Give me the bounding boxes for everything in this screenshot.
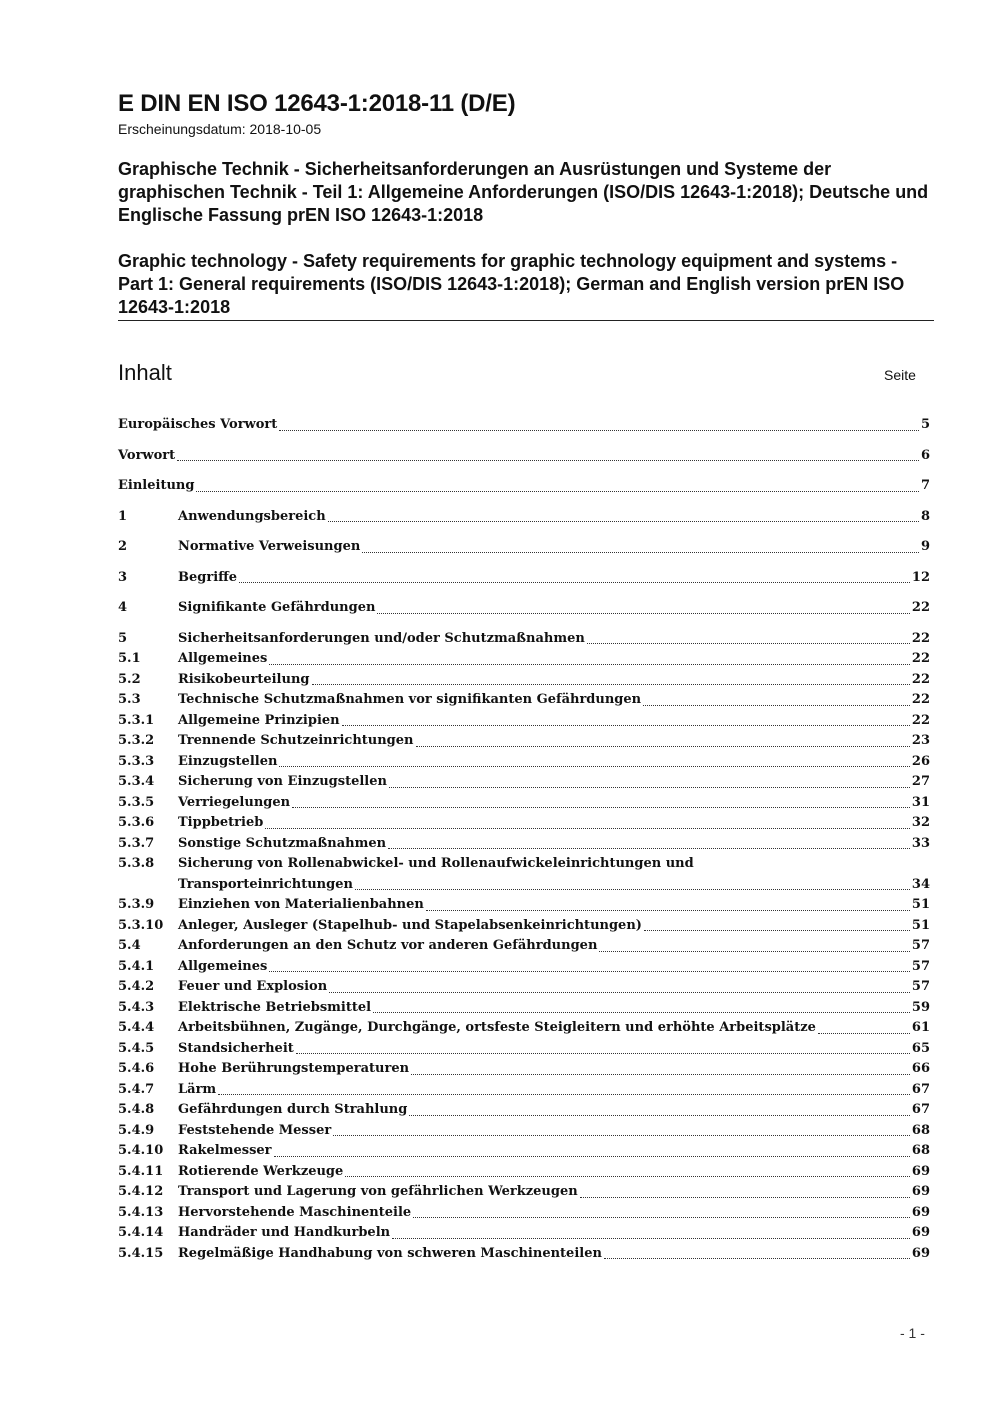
toc-entry[interactable]	[118, 1244, 930, 1265]
toc-entry-number: 5.3.3	[118, 753, 155, 769]
toc-dot-leader	[644, 929, 910, 931]
toc-entry-label: Begriffe	[178, 569, 238, 585]
toc-entry-number: 5.1	[118, 651, 141, 666]
toc-entry-page: 27	[911, 774, 930, 789]
toc-dot-leader	[218, 1093, 910, 1095]
toc-entry-label: Allgemeine Prinzipien	[178, 712, 340, 728]
toc-dot-leader	[416, 745, 910, 747]
toc-entry[interactable]	[118, 507, 930, 528]
toc-entry-page: 22	[911, 630, 930, 646]
toc-dot-leader	[328, 520, 919, 522]
toc-entry-label: Normative Verweisungen	[178, 539, 361, 554]
toc-entry-page: 59	[911, 999, 930, 1015]
toc-entry-page: 8	[920, 508, 930, 524]
toc-entry-number: 5.4.12	[118, 1184, 164, 1199]
page-number-footer: - 1 -	[900, 1325, 925, 1341]
toc-entry-label: Feststehende Messer	[178, 1122, 332, 1138]
toc-entry-number: 5.4.3	[118, 999, 155, 1015]
toc-entry-label: Handräder und Handkurbeln	[178, 1225, 391, 1240]
toc-entry-label: Hervorstehende Maschinenteile	[178, 1204, 412, 1220]
toc-entry[interactable]	[118, 854, 930, 875]
toc-entry[interactable]	[118, 957, 930, 978]
toc-entry[interactable]	[118, 629, 930, 650]
toc-entry[interactable]	[118, 731, 930, 752]
toc-entry-page: 65	[911, 1040, 930, 1056]
toc-entry[interactable]	[118, 875, 930, 896]
toc-dot-leader	[177, 459, 919, 461]
toc-entry-number: 5.3.7	[118, 835, 155, 851]
toc-entry[interactable]	[118, 1039, 930, 1060]
toc-dot-leader	[355, 888, 910, 890]
toc-entry-page: 69	[911, 1163, 930, 1179]
toc-entry-page: 32	[911, 815, 930, 830]
toc-entry-label: Einziehen von Materialienbahnen	[178, 897, 424, 912]
toc-entry-number: 5.3.1	[118, 712, 155, 728]
toc-entry-page: 33	[911, 835, 930, 851]
toc-dot-leader	[239, 581, 910, 583]
toc-dot-leader	[413, 1216, 910, 1218]
toc-entry-page: 57	[911, 938, 930, 953]
toc-entry-page: 69	[911, 1245, 930, 1261]
toc-entry-number: 5.3.6	[118, 815, 155, 830]
toc-entry-label: Technische Schutzmaßnahmen vor signifikanten Gefährdungen	[178, 692, 642, 707]
toc-entry-page: 68	[911, 1143, 930, 1158]
toc-entry-number: 5.3	[118, 692, 141, 707]
toc-entry-page: 6	[920, 447, 930, 463]
toc-entry[interactable]	[118, 1100, 930, 1121]
toc-entry-label: Feuer und Explosion	[178, 979, 328, 994]
toc-entry-number: 5.4.2	[118, 979, 155, 994]
toc-entry-page: 22	[911, 692, 930, 707]
toc-entry-page: 26	[911, 753, 930, 769]
toc-entry-label: Verriegelungen	[178, 794, 291, 810]
toc-entry-number: 3	[118, 569, 128, 585]
toc-entry-number: 5.4.15	[118, 1245, 164, 1261]
table-of-contents	[118, 415, 930, 1264]
toc-entry-page: 69	[911, 1204, 930, 1220]
toc-entry-page: 57	[911, 958, 930, 974]
toc-entry-label: Regelmäßige Handhabung von schweren Maschinenteilen	[178, 1245, 602, 1261]
toc-entry[interactable]	[118, 1121, 930, 1142]
document-id: E DIN EN ISO 12643-1:2018-11 (D/E)	[118, 90, 516, 117]
toc-entry-label: Europäisches Vorwort	[118, 417, 278, 432]
toc-entry-label: Sicherung von Einzugstellen	[178, 774, 387, 789]
toc-dot-leader	[274, 1155, 910, 1157]
toc-dot-leader	[279, 429, 919, 431]
toc-entry[interactable]	[118, 977, 930, 998]
toc-dot-leader	[265, 827, 910, 829]
toc-dot-leader	[269, 663, 910, 665]
toc-page-column-label: Seite	[884, 367, 916, 383]
toc-entry-label: Lärm	[178, 1081, 217, 1097]
toc-entry[interactable]	[118, 998, 930, 1019]
toc-entry-page: 34	[911, 876, 930, 892]
toc-dot-leader	[389, 786, 910, 788]
toc-entry[interactable]	[118, 793, 930, 814]
toc-entry-label: Anwendungsbereich	[178, 508, 326, 524]
toc-entry[interactable]	[118, 1059, 930, 1080]
toc-entry-label: Gefährdungen durch Strahlung	[178, 1102, 408, 1117]
toc-dot-leader	[392, 1237, 910, 1239]
toc-entry-label: Anleger, Ausleger (Stapelhub- und Stapelabsenkeinrichtungen)	[178, 917, 642, 933]
toc-entry-page: 69	[911, 1225, 930, 1240]
toc-dot-leader	[388, 847, 910, 849]
toc-entry-label: Tippbetrieb	[178, 815, 264, 830]
toc-dot-leader	[373, 1011, 910, 1013]
toc-entry-number: 5.4.1	[118, 958, 155, 974]
toc-entry-page: 67	[911, 1081, 930, 1097]
toc-entry-number: 2	[118, 539, 128, 554]
toc-dot-leader	[643, 704, 910, 706]
toc-dot-leader	[409, 1114, 910, 1116]
toc-entry-number: 5.3.4	[118, 774, 155, 789]
toc-entry[interactable]	[118, 834, 930, 855]
toc-entry[interactable]	[118, 936, 930, 957]
toc-entry-page: 22	[911, 671, 930, 687]
toc-entry[interactable]	[118, 537, 930, 558]
toc-entry-page: 69	[911, 1184, 930, 1199]
toc-dot-leader	[604, 1257, 910, 1259]
toc-entry[interactable]	[118, 1162, 930, 1183]
toc-entry-page: 51	[911, 917, 930, 933]
toc-entry-label: Sonstige Schutzmaßnahmen	[178, 835, 387, 851]
toc-entry-label: Standsicherheit	[178, 1040, 294, 1056]
toc-entry-page: 68	[911, 1122, 930, 1138]
toc-entry-label: Transport und Lagerung von gefährlichen Werkzeugen	[178, 1184, 578, 1199]
toc-entry-number: 5.3.2	[118, 733, 155, 748]
toc-entry[interactable]	[118, 598, 930, 619]
toc-entry[interactable]	[118, 690, 930, 711]
toc-entry[interactable]	[118, 1141, 930, 1162]
toc-entry-number: 5.3.5	[118, 794, 155, 810]
toc-entry-page: 57	[911, 979, 930, 994]
toc-dot-leader	[426, 909, 910, 911]
toc-dot-leader	[362, 551, 919, 553]
toc-entry-page: 51	[911, 897, 930, 912]
toc-entry-number: 5.4.8	[118, 1102, 155, 1117]
toc-entry-label: Einzugstellen	[178, 753, 278, 769]
toc-entry[interactable]	[118, 415, 930, 436]
toc-entry-label: Arbeitsbühnen, Zugänge, Durchgänge, ortsfeste Steigleitern und erhöhte Arbeitsplätze	[178, 1020, 816, 1035]
toc-entry[interactable]	[118, 1080, 930, 1101]
title-divider	[118, 320, 934, 321]
toc-entry-number: 5.4.10	[118, 1143, 164, 1158]
toc-dot-leader	[411, 1073, 910, 1075]
toc-dot-leader	[292, 806, 910, 808]
toc-entry-page: 22	[911, 651, 930, 666]
toc-entry[interactable]	[118, 1203, 930, 1224]
toc-dot-leader	[333, 1134, 910, 1136]
toc-dot-leader	[599, 950, 910, 952]
toc-entry-number: 5.4.7	[118, 1081, 155, 1097]
toc-entry-page: 23	[911, 733, 930, 748]
toc-entry-label: Hohe Berührungstemperaturen	[178, 1061, 410, 1076]
toc-dot-leader	[279, 765, 909, 767]
toc-entry[interactable]	[118, 772, 930, 793]
toc-entry[interactable]	[118, 711, 930, 732]
toc-entry-label-continued: Transporteinrichtungen	[178, 876, 353, 892]
toc-entry[interactable]	[118, 895, 930, 916]
toc-entry-number: 5.4.4	[118, 1020, 155, 1035]
toc-dot-leader	[345, 1175, 910, 1177]
toc-entry-number: 5.4.9	[118, 1122, 155, 1138]
toc-entry-page: 66	[911, 1061, 930, 1076]
toc-entry-label: Rotierende Werkzeuge	[178, 1163, 344, 1179]
toc-entry-number: 5.4.6	[118, 1061, 155, 1076]
toc-entry-page: 9	[920, 539, 930, 554]
toc-entry-number: 5	[118, 630, 128, 646]
toc-entry-number: 4	[118, 600, 128, 615]
toc-entry-number: 5.4.5	[118, 1040, 155, 1056]
toc-dot-leader	[312, 683, 910, 685]
toc-entry[interactable]	[118, 752, 930, 773]
toc-entry-label: Allgemeines	[178, 651, 268, 666]
toc-entry-page: 67	[911, 1102, 930, 1117]
toc-dot-leader	[342, 724, 910, 726]
toc-entry-number: 5.4.11	[118, 1163, 164, 1179]
toc-entry[interactable]	[118, 916, 930, 937]
toc-heading: Inhalt	[118, 360, 172, 385]
toc-entry-number: 5.2	[118, 671, 141, 687]
toc-entry[interactable]	[118, 670, 930, 691]
toc-entry-label: Anforderungen an den Schutz vor anderen Gefährdungen	[178, 938, 598, 953]
toc-dot-leader	[296, 1052, 910, 1054]
toc-dot-leader	[196, 490, 919, 492]
toc-dot-leader	[818, 1032, 910, 1034]
toc-entry-label: Trennende Schutzeinrichtungen	[178, 733, 414, 748]
toc-dot-leader	[329, 991, 910, 993]
toc-entry-label: Sicherung von Rollenabwickel- und Rollenaufwickeleinrichtungen und	[178, 856, 694, 871]
toc-entry[interactable]	[118, 649, 930, 670]
toc-entry-number: 5.3.10	[118, 917, 164, 933]
toc-dot-leader	[269, 970, 910, 972]
toc-entry-number: 1	[118, 508, 128, 524]
toc-entry[interactable]	[118, 446, 930, 467]
toc-entry-label: Rakelmesser	[178, 1143, 272, 1158]
toc-dot-leader	[587, 642, 910, 644]
toc-entry-page: 7	[920, 478, 930, 493]
toc-entry[interactable]	[118, 1018, 930, 1039]
toc-entry-number: 5.4.14	[118, 1225, 164, 1240]
publication-date: Erscheinungsdatum: 2018-10-05	[118, 121, 322, 137]
toc-entry-page: 31	[911, 794, 930, 810]
toc-entry-page: 12	[911, 569, 930, 585]
toc-entry-label: Einleitung	[118, 478, 195, 493]
toc-entry-number: 5.3.9	[118, 897, 155, 912]
toc-entry-number: 5.4.13	[118, 1204, 164, 1220]
toc-entry-page: 22	[911, 712, 930, 728]
toc-dot-leader	[580, 1196, 910, 1198]
toc-entry-number: 5.4	[118, 938, 141, 953]
toc-entry-page: 22	[911, 600, 930, 615]
toc-entry[interactable]	[118, 568, 930, 589]
toc-entry-label: Vorwort	[118, 447, 176, 463]
title-german: Graphische Technik - Sicherheitsanforderungen an Ausrüstungen und Systeme der graphischen Technik - Teil 1: Allgemeine Anforderungen (ISO/DIS 12643-1:2018); Deutsche und Englische Fassung prEN ISO 12643-1:2018	[118, 159, 929, 225]
toc-entry[interactable]	[118, 476, 930, 497]
toc-entry-page: 5	[920, 417, 930, 432]
toc-entry-label: Elektrische Betriebsmittel	[178, 999, 372, 1015]
toc-entry[interactable]	[118, 1182, 930, 1203]
toc-entry[interactable]	[118, 813, 930, 834]
toc-entry-label: Signifikante Gefährdungen	[178, 600, 376, 615]
toc-entry-label: Allgemeines	[178, 958, 268, 974]
toc-entry-page: 61	[911, 1020, 930, 1035]
toc-entry[interactable]	[118, 1223, 930, 1244]
toc-entry-label: Risikobeurteilung	[178, 671, 310, 687]
title-english: Graphic technology - Safety requirements for graphic technology equipment and systems - Part 1: General requirements (ISO/DIS 12643-1:2018); German and English version prEN ISO 12643-1:2018	[118, 251, 905, 317]
toc-dot-leader	[377, 612, 909, 614]
toc-entry-label: Sicherheitsanforderungen und/oder Schutzmaßnahmen	[178, 630, 585, 646]
toc-entry-number: 5.3.8	[118, 856, 155, 871]
